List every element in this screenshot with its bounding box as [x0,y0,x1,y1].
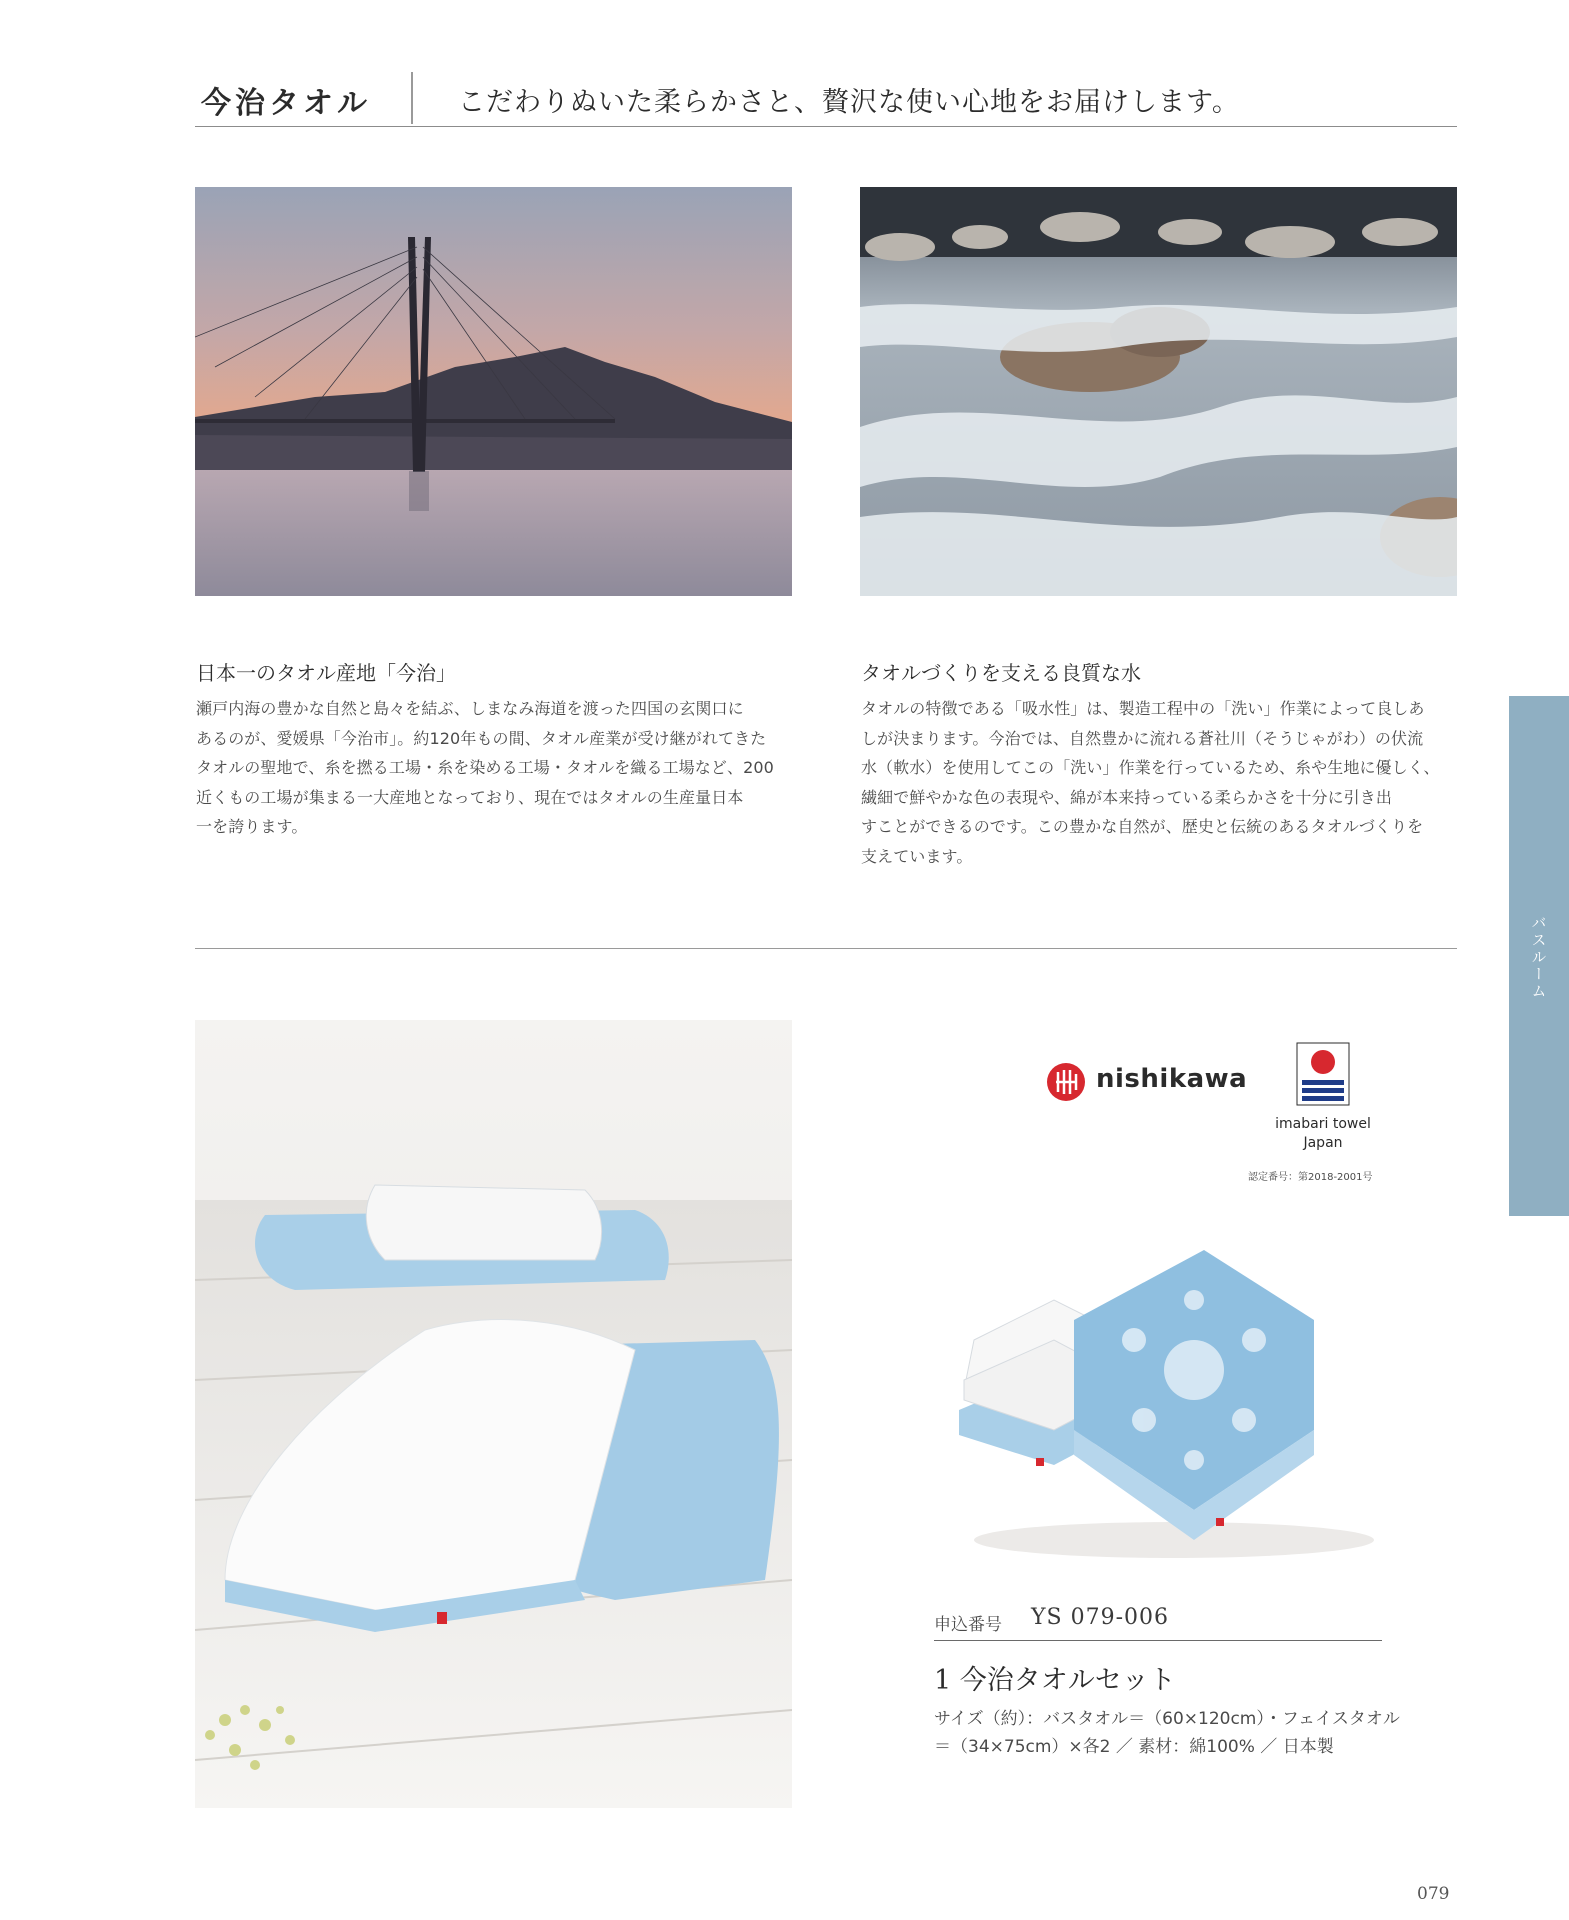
body-line: タオルの聖地で、糸を撚る工場・糸を染める工場・タオルを織る工場など、200 [196,758,774,777]
order-number: YS 079-006 [1031,1605,1170,1630]
product-name: 1 今治タオルセット [934,1665,1176,1696]
body-line: 瀬戸内海の豊かな自然と島々を結ぶ、しまなみ海道を渡った四国の玄関口に [196,699,744,718]
river-rapids-photo [860,187,1457,596]
product-rule [934,1640,1382,1641]
towel-set-product-photo [924,1220,1394,1570]
body-line: すことができるのです。この豊かな自然が、歴史と伝統のあるタオルづくりを [861,817,1424,836]
body-line: 一を誇ります。 [196,817,308,836]
body-line: 水（軟水）を使用してこの「洗い」作業を行っているため、糸や生地に優しく、 [861,758,1440,777]
order-number-label: 申込番号 [934,1615,1002,1635]
section-title-imabari: 日本一のタオル産地「今治」 [196,661,456,685]
header-rule [195,126,1457,127]
spec-line: ＝（34×75cm）×各2 ／ 素材：綿100% ／ 日本製 [934,1737,1334,1757]
imabari-towel-logo-icon [1296,1042,1350,1106]
section-title-water: タオルづくりを支える良質な水 [861,661,1141,685]
body-line: しが決まります。今治では、自然豊かに流れる蒼社川（そうじゃがわ）の伏流 [861,728,1424,748]
product-spec [934,1705,1400,1761]
section-body-water [861,694,1461,871]
body-line: タオルの特徴である「吸水性」は、製造工程中の「洗い」作業によって良しあ [861,699,1425,718]
page-title: 今治タオル [201,86,371,121]
page-tagline: こだわりぬいた柔らかさと、贅沢な使い心地をお届けします。 [458,87,1240,118]
certification-number: 認定番号：第2018-2001号 [1248,1172,1373,1183]
section-rule [195,948,1457,949]
towels-lifestyle-photo [195,1020,792,1808]
spec-line: サイズ（約）：バスタオル＝（60×120cm）・フェイスタオル [934,1709,1400,1729]
body-line: あるのが、愛媛県「今治市」。約120年もの間、タオル産業が受け継がれてきた [196,728,767,748]
nishikawa-wordmark: nishikawa [1096,1064,1248,1094]
category-side-tab-label: バスルーム [1529,915,1548,1000]
bridge-sunset-photo [195,187,792,596]
body-line: 支えています。 [861,846,973,866]
imabari-wordmark-line1: imabari towel [1275,1116,1371,1132]
body-line: 近くもの工場が集まる一大産地となっており、現在ではタオルの生産量日本 [196,787,744,807]
page-number: 079 [1417,1884,1450,1904]
imabari-wordmark-line2: Japan [1303,1135,1343,1151]
nishikawa-logo-icon [1046,1062,1086,1102]
section-body-imabari [196,694,796,842]
body-line: 繊細で鮮やかな色の表現や、綿が本来持っている柔らかさを十分に引き出 [861,787,1392,807]
header-divider [411,72,413,124]
